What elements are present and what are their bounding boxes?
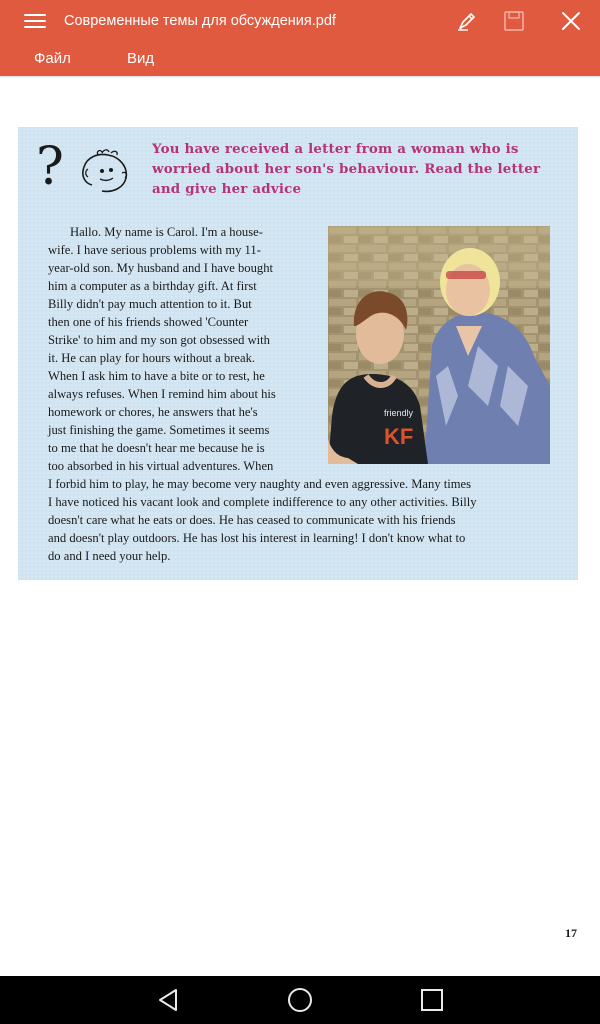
menu-view[interactable]: Вид bbox=[127, 50, 155, 67]
letter-line: Strike' to him and my son got obsessed with bbox=[48, 333, 270, 347]
menu-file[interactable]: Файл bbox=[34, 50, 71, 67]
menu-row bbox=[0, 46, 600, 72]
save-icon[interactable] bbox=[501, 8, 527, 34]
shirt-text: friendly bbox=[384, 408, 414, 418]
thinking-face-icon bbox=[78, 147, 132, 200]
letter-line: I have noticed his vacant look and complete indifference to any other activities. Billy bbox=[48, 495, 477, 509]
system-navigation-bar bbox=[0, 976, 600, 1024]
letter-line: wife. I have serious problems with my 11- bbox=[48, 243, 261, 257]
page-number: 17 bbox=[565, 926, 577, 940]
close-icon[interactable] bbox=[558, 8, 584, 34]
back-icon[interactable] bbox=[154, 986, 182, 1014]
letter-line: year-old son. My husband and I have bought bbox=[48, 261, 273, 275]
letter-line: Billy didn't pay much attention to it. But bbox=[48, 297, 252, 311]
letter-line: do and I need your help. bbox=[48, 549, 171, 563]
pen-edit-icon[interactable] bbox=[454, 8, 480, 34]
app-bar bbox=[0, 0, 600, 76]
letter-line: I forbid him to play, he may become very naughty and even aggressive. Many times bbox=[48, 477, 472, 491]
exercise-heading: You have received a letter from a woman who is worried about her son's behaviour. Read the letter and give her advice bbox=[152, 141, 541, 197]
exercise-card bbox=[18, 127, 578, 580]
letter-line: him a computer as a birthday gift. At first bbox=[48, 279, 257, 293]
shirt-logo: KF bbox=[384, 424, 414, 449]
letter-line: and doesn't play outdoors. He has lost his interest in learning! I don't know what to bbox=[48, 531, 466, 545]
question-mark-icon: ? bbox=[36, 137, 64, 197]
letter-text bbox=[48, 223, 551, 565]
letter-line: always refuses. When I remind him about his bbox=[48, 387, 276, 401]
recents-icon[interactable] bbox=[418, 986, 446, 1014]
home-icon[interactable] bbox=[286, 986, 314, 1014]
letter-line: just finishing the game. Sometimes it seems bbox=[48, 423, 270, 437]
letter-line: to me that he doesn't hear me because he is bbox=[48, 441, 265, 455]
letter-line: When I ask him to have a bite or to rest, he bbox=[48, 369, 265, 383]
letter-line: homework or chores, he answers that he's bbox=[48, 405, 258, 419]
title-row bbox=[0, 0, 600, 42]
letter-line: too absorbed in his virtual adventures. When bbox=[48, 459, 274, 473]
pdf-page-viewport[interactable] bbox=[0, 78, 600, 976]
letter-line: doesn't care what he eats or does. He has ceased to communicate with his friends bbox=[48, 513, 456, 527]
letter-line: it. He can play for hours without a break. bbox=[48, 351, 256, 365]
letter-line: then one of his friends showed 'Counter bbox=[48, 315, 249, 329]
letter-line: Hallo. My name is Carol. I'm a house- bbox=[70, 225, 263, 239]
document-title: Современные темы для обсуждения.pdf bbox=[64, 13, 336, 29]
hamburger-menu-icon[interactable] bbox=[24, 12, 48, 30]
